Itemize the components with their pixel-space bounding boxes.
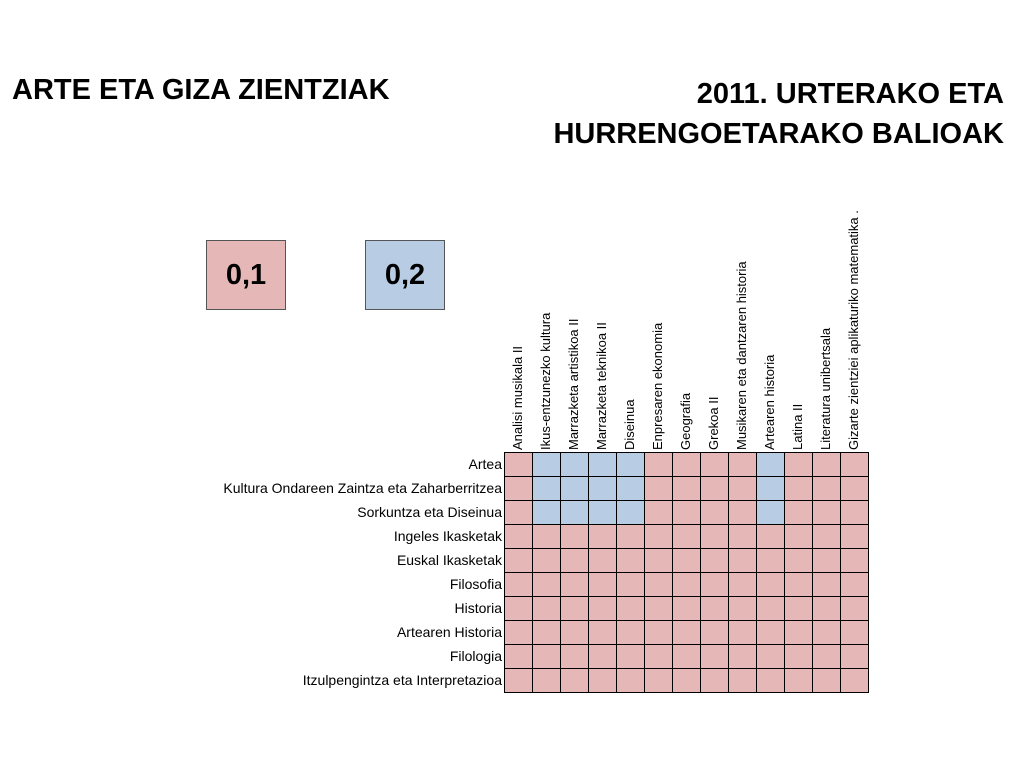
legend-value-02-label: 0,2 [384,258,426,291]
table-row [505,501,869,525]
table-cell [561,669,589,693]
column-header-label: Marrazketa teknikoa II [594,322,609,450]
table-cell [645,501,673,525]
row-label: Itzulpengintza eta Interpretazioa [302,672,502,688]
table-cell [505,501,533,525]
table-cell [645,621,673,645]
table-cell [505,621,533,645]
table-row [505,597,869,621]
table-cell [617,573,645,597]
table-cell [729,549,757,573]
table-cell [785,645,813,669]
table-cell [785,669,813,693]
page-title: ARTE ETA GIZA ZIENTZIAK [12,74,390,106]
table-cell [505,477,533,501]
column-header-label: Ikus-entzunezko kultura [538,312,553,450]
table-cell [729,573,757,597]
table-cell [617,525,645,549]
column-header-label: Latina II [790,403,805,450]
table-cell [645,573,673,597]
table-cell [561,645,589,669]
table-cell [785,501,813,525]
table-cell [701,669,729,693]
table-cell [617,501,645,525]
table-cell [645,645,673,669]
column-header-label: Musikaren eta dantzaren historia [734,261,749,450]
table-cell [589,597,617,621]
table-cell [813,477,841,501]
table-cell [533,549,561,573]
table-cell [841,525,869,549]
table-cell [729,525,757,549]
table-cell [533,573,561,597]
table-row [505,573,869,597]
table-cell [813,645,841,669]
table-row [505,669,869,693]
table-cell [813,525,841,549]
table-cell [617,453,645,477]
column-header-label: Analisi musikala II [510,345,525,450]
table-cell [757,453,785,477]
table-cell [645,597,673,621]
table-cell [561,573,589,597]
table-cell [841,597,869,621]
table-cell [617,477,645,501]
table-cell [505,549,533,573]
table-cell [589,621,617,645]
table-cell [645,525,673,549]
table-cell [561,501,589,525]
table-cell [505,597,533,621]
table-cell [589,501,617,525]
table-cell [813,453,841,477]
table-row [505,621,869,645]
table-cell [617,645,645,669]
table-cell [589,525,617,549]
table-row [505,453,869,477]
table-cell [533,645,561,669]
table-cell [673,645,701,669]
row-label: Filologia [449,648,502,664]
table-cell [589,645,617,669]
table-cell [533,621,561,645]
table-cell [533,477,561,501]
table-cell [729,477,757,501]
table-cell [785,573,813,597]
table-cell [673,453,701,477]
values-grid [504,452,869,693]
column-header-label: Gizarte zientziei aplikaturiko matematika . [846,210,861,450]
table-cell [673,501,701,525]
table-cell [841,645,869,669]
table-cell [589,573,617,597]
table-cell [701,597,729,621]
table-cell [589,549,617,573]
row-label: Historia [454,600,502,616]
table-cell [561,597,589,621]
table-cell [701,621,729,645]
column-header-label: Enpresaren ekonomia [650,322,665,450]
table-cell [617,549,645,573]
column-header-label: Grekoa II [706,396,721,450]
table-row [505,645,869,669]
table-cell [589,453,617,477]
subtitle-line-2: HURRENGOETARAKO BALIOAK [553,118,1004,150]
table-cell [673,573,701,597]
table-cell [701,477,729,501]
table-cell [757,477,785,501]
legend-value-02 [365,240,445,310]
table-cell [533,597,561,621]
table-cell [785,477,813,501]
table-cell [701,549,729,573]
column-header-label: Artearen historia [762,354,777,450]
table-cell [673,621,701,645]
table-cell [645,549,673,573]
table-cell [785,549,813,573]
table-cell [505,669,533,693]
table-cell [729,453,757,477]
row-label: Sorkuntza eta Diseinua [357,504,502,520]
legend-value-01-label: 0,1 [225,258,267,291]
table-cell [505,573,533,597]
table-cell [533,501,561,525]
table-cell [785,525,813,549]
table-cell [561,525,589,549]
column-header-label: Geografia [678,392,693,450]
table-cell [533,453,561,477]
table-cell [505,453,533,477]
table-cell [701,573,729,597]
table-cell [589,669,617,693]
table-cell [757,645,785,669]
table-cell [729,501,757,525]
table-cell [757,525,785,549]
table-cell [645,669,673,693]
table-cell [673,525,701,549]
row-label: Artearen Historia [396,624,502,640]
table-cell [757,669,785,693]
table-cell [785,597,813,621]
table-cell [757,621,785,645]
table-cell [757,573,785,597]
table-row [505,477,869,501]
table-cell [701,645,729,669]
table-cell [645,477,673,501]
table-cell [533,669,561,693]
row-label: Artea [468,456,502,472]
table-cell [561,477,589,501]
table-cell [617,597,645,621]
table-cell [841,573,869,597]
table-cell [673,597,701,621]
table-cell [589,477,617,501]
table-cell [841,501,869,525]
table-cell [701,525,729,549]
column-header-label: Diseinua [622,399,637,450]
table-cell [561,621,589,645]
table-cell [673,477,701,501]
table-cell [729,597,757,621]
row-label: Kultura Ondareen Zaintza eta Zaharberritzea [223,480,502,496]
table-cell [813,549,841,573]
table-cell [813,573,841,597]
table-cell [505,645,533,669]
table-cell [729,645,757,669]
table-cell [617,621,645,645]
table-cell [729,621,757,645]
page-subtitle [444,74,1004,154]
column-header-label: Marrazketa artistikoa II [566,318,581,450]
row-label: Ingeles Ikasketak [393,528,502,544]
table-cell [757,597,785,621]
table-cell [673,669,701,693]
table-cell [813,669,841,693]
table-cell [673,549,701,573]
table-cell [785,453,813,477]
table-cell [645,453,673,477]
table-cell [841,477,869,501]
table-cell [701,501,729,525]
table-cell [841,549,869,573]
legend-value-01 [206,240,286,310]
table-cell [561,453,589,477]
table-row [505,549,869,573]
row-label: Euskal Ikasketak [396,552,502,568]
table-cell [701,453,729,477]
table-cell [813,621,841,645]
table-cell [841,453,869,477]
table-cell [617,669,645,693]
table-cell [841,621,869,645]
table-cell [813,597,841,621]
column-header-label: Literatura unibertsala [818,327,833,450]
table-cell [813,501,841,525]
table-cell [533,525,561,549]
table-cell [561,549,589,573]
table-cell [841,669,869,693]
table-cell [785,621,813,645]
table-cell [757,549,785,573]
table-cell [757,501,785,525]
table-cell [505,525,533,549]
table-row [505,525,869,549]
table-cell [729,669,757,693]
subtitle-line-1: 2011. URTERAKO ETA [696,78,1004,110]
row-label: Filosofia [449,576,502,592]
